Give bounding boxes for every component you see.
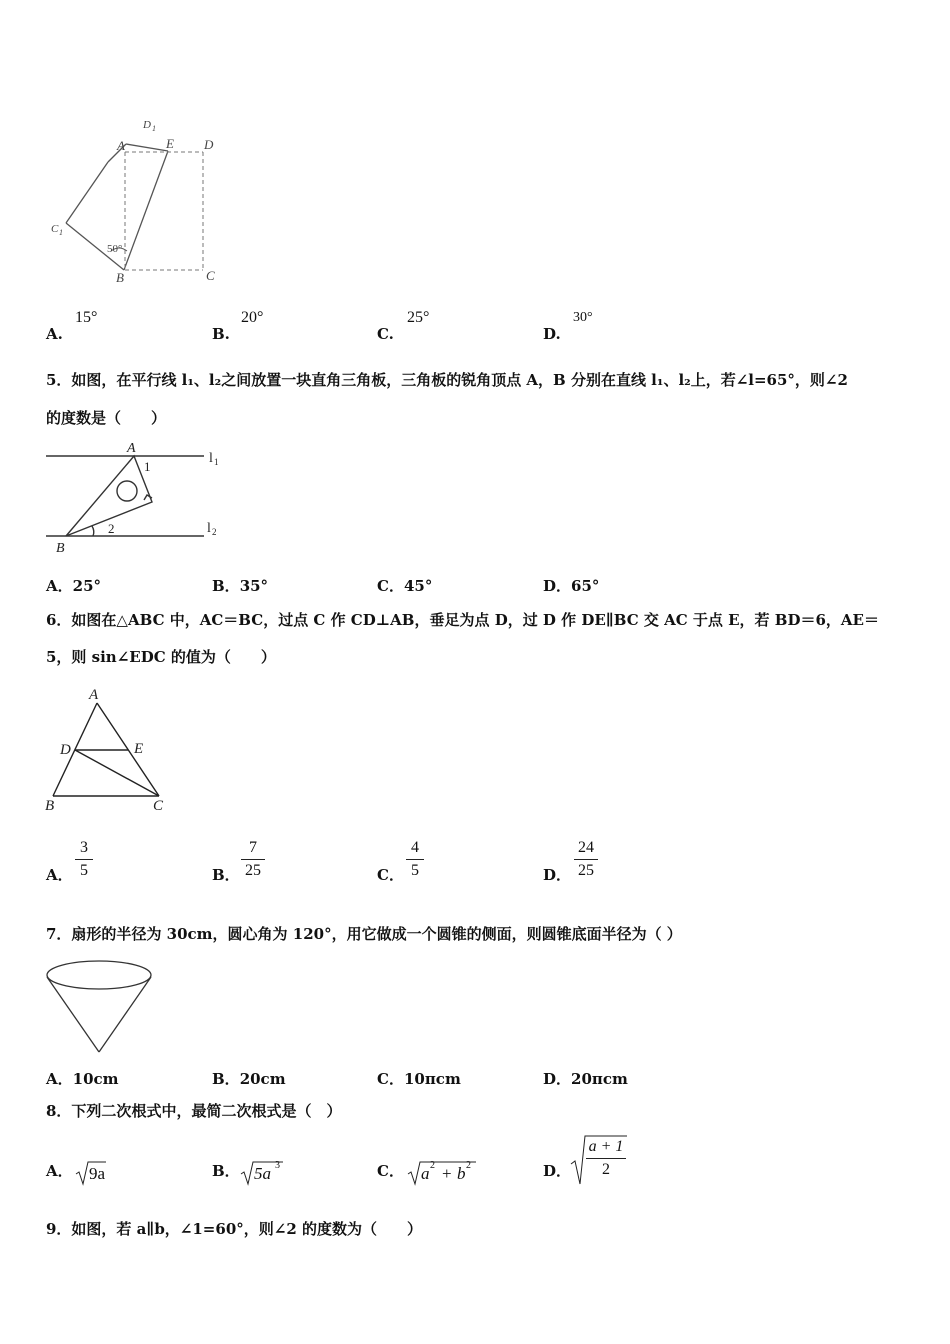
- q8-option-b-exponent: 3: [275, 1160, 280, 1171]
- q5-label-1: 1: [144, 459, 151, 474]
- q5-option-a[interactable]: [46, 575, 101, 596]
- q4-option-b[interactable]: [212, 324, 230, 343]
- q4-label-c: C: [206, 268, 215, 283]
- option-value: 10cm: [72, 1070, 119, 1088]
- q6-label-d: D: [60, 742, 71, 758]
- q4-line-b-e: [124, 151, 168, 270]
- q6-option-b[interactable]: B．: [212, 866, 240, 884]
- q7-cone-base: [47, 961, 151, 989]
- q8-option-d-fraction: [586, 1138, 626, 1179]
- q8-option-d[interactable]: D．: [543, 1162, 572, 1180]
- q8-option-b[interactable]: B．: [212, 1162, 240, 1180]
- q8-option-c-a-exp: 2: [430, 1160, 435, 1171]
- q9-stem-line1: 9．如图，若 a∥b，∠1=60°，则∠2 的度数为（ ）: [46, 1220, 422, 1238]
- q5-option-d[interactable]: [543, 575, 599, 596]
- option-letter: D.: [543, 325, 561, 343]
- option-letter: C.: [377, 325, 394, 343]
- q8-option-c-plus: +: [442, 1164, 452, 1183]
- option-letter: B.: [212, 325, 230, 343]
- option-value: 45°: [403, 577, 433, 595]
- option-letter: D．: [543, 1070, 572, 1088]
- q6-option-a[interactable]: A．: [46, 866, 73, 884]
- fraction-denominator: 5: [80, 862, 88, 879]
- option-letter: A．: [46, 577, 73, 595]
- q5-stem-line2: 的度数是（ ）: [46, 409, 167, 427]
- q6-option-b-fraction: [241, 839, 265, 880]
- fraction-numerator: 3: [80, 839, 88, 856]
- option-value: 65°: [571, 577, 600, 595]
- q5-label-l1-sub: 1: [214, 457, 219, 467]
- q7-option-b[interactable]: [212, 1068, 286, 1089]
- q4-option-c[interactable]: [377, 324, 394, 343]
- q8-option-c[interactable]: C．: [377, 1162, 404, 1180]
- q8-option-c-b-exp: 2: [466, 1160, 471, 1171]
- q5-stem-line1: 5．如图，在平行线 l₁、l₂之间放置一块直角三角板，三角板的锐角顶点 A，B 分别在直线 l₁、l₂上，若∠l=65°，则∠2: [46, 371, 848, 389]
- q7-option-a[interactable]: [46, 1068, 119, 1089]
- q4-option-c-value: 25°: [407, 309, 430, 326]
- q8-option-a[interactable]: A．: [46, 1162, 73, 1180]
- q5-triangle-hole: [117, 481, 137, 501]
- fraction-denominator: 2: [602, 1161, 610, 1178]
- q4-label-c1: C: [51, 223, 59, 235]
- q4-label-e: E: [166, 136, 174, 151]
- fraction-numerator: 24: [578, 839, 594, 856]
- q5-figure: [44, 440, 234, 555]
- q6-option-d[interactable]: D．: [543, 866, 572, 884]
- q6-label-a: A: [89, 687, 99, 703]
- q6-label-b: B: [45, 798, 55, 814]
- q5-label-l2: l: [207, 521, 211, 536]
- q6-option-c-fraction: [406, 839, 424, 880]
- option-letter: A.: [46, 325, 63, 343]
- fraction-denominator: 5: [411, 862, 419, 879]
- option-value: 35°: [239, 577, 269, 595]
- q4-label-angle: 50°: [107, 243, 123, 255]
- option-letter: B．: [212, 1070, 240, 1088]
- q4-label-d: D: [204, 137, 214, 152]
- q6-stem-line2: 5，则 sin∠EDC 的值为（ ）: [46, 648, 276, 666]
- q6-option-d-fraction: [574, 839, 598, 880]
- fraction-numerator: 7: [249, 839, 257, 856]
- q5-label-a: A: [127, 441, 136, 456]
- fraction-denominator: 25: [578, 862, 594, 879]
- q5-label-l2-sub: 2: [212, 527, 217, 537]
- q7-option-d[interactable]: [543, 1068, 628, 1089]
- q6-stem-line1: 6．如图在△ABC 中，AC＝BC，过点 C 作 CD⊥AB，垂足为点 D，过 D 作 DE∥BC 交 AC 于点 E，若 BD＝6，AE＝: [46, 611, 879, 629]
- q5-label-2: 2: [108, 521, 115, 536]
- option-value: 25°: [72, 577, 102, 595]
- q4-label-d1: D: [143, 119, 151, 131]
- q6-option-c[interactable]: C．: [377, 866, 404, 884]
- q5-option-b[interactable]: [212, 575, 268, 596]
- q7-option-c[interactable]: [377, 1068, 461, 1089]
- q6-label-c: C: [153, 798, 164, 814]
- q4-option-d-value: 30°: [573, 310, 593, 325]
- q7-cone-figure: [44, 957, 154, 1057]
- fraction-numerator: a + 1: [588, 1138, 624, 1155]
- q8-option-c-b: b: [457, 1164, 466, 1183]
- q6-option-a-fraction: [75, 839, 93, 880]
- q5-option-c[interactable]: [377, 575, 432, 596]
- option-letter: B．: [212, 577, 240, 595]
- q4-option-a[interactable]: [46, 324, 63, 343]
- option-letter: C．: [377, 577, 404, 595]
- q4-option-a-value: 15°: [75, 309, 98, 326]
- q4-figure: [45, 115, 245, 285]
- option-value: 20cm: [239, 1070, 286, 1088]
- option-letter: C．: [377, 1070, 404, 1088]
- q8-stem-line1: 8．下列二次根式中，最简二次根式是（ ）: [46, 1102, 342, 1120]
- q6-segment-dc: [75, 750, 159, 796]
- q4-label-c1-sub: 1: [59, 228, 63, 237]
- q4-line-d1-c1: [66, 162, 108, 223]
- option-value: 10πcm: [403, 1070, 461, 1088]
- fraction-denominator: 25: [245, 862, 261, 879]
- q4-option-d[interactable]: [543, 324, 561, 343]
- q7-stem-line1: 7．扇形的半径为 30cm，圆心角为 120°，用它做成一个圆锥的侧面，则圆锥底面半径为（ ）: [46, 925, 682, 943]
- q4-option-b-value: 20°: [241, 309, 264, 326]
- q8-option-a-radicand: 9a: [89, 1164, 106, 1183]
- q6-figure: [42, 685, 182, 815]
- q4-line-d1-e: [126, 144, 168, 151]
- q4-label-d1-sub: 1: [152, 124, 156, 133]
- option-letter: A．: [46, 1070, 73, 1088]
- q5-label-l1: l: [209, 451, 213, 466]
- q4-label-a: A: [117, 138, 125, 153]
- option-letter: D．: [543, 577, 572, 595]
- q4-label-b: B: [116, 270, 124, 285]
- q6-label-e: E: [134, 741, 144, 757]
- q8-option-c-a: a: [421, 1164, 430, 1183]
- q5-label-b: B: [56, 541, 65, 556]
- option-value: 20πcm: [571, 1070, 628, 1088]
- fraction-numerator: 4: [411, 839, 419, 856]
- q5-angle2-arc: [92, 526, 94, 536]
- q8-option-b-radicand: 5a: [254, 1164, 271, 1183]
